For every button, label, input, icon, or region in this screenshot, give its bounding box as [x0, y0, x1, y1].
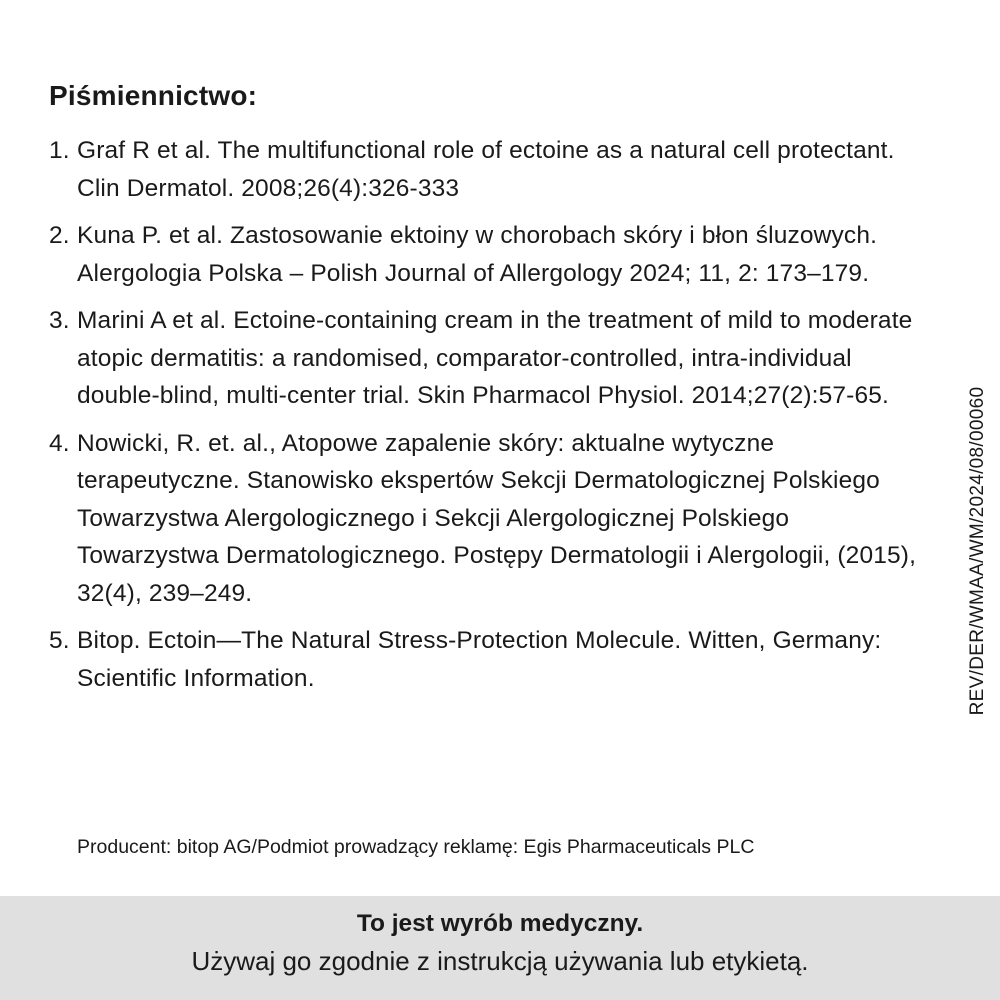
- reference-number: 1.: [49, 137, 70, 164]
- reference-number: 5.: [49, 627, 70, 654]
- reference-text: Nowicki, R. et. al., Atopowe zapalenie skóry: aktualne wytyczne terapeutyczne. Stanowisko ekspertów Sekcji Dermatologicznej Polskiego Towarzystwa Alergologicznego i Sekcji Alergologicznej Polskiego Towarzystwa Dermatologicznego. Postępy Dermatologii i Alergologii, (2015), 32(4), 239–249.: [77, 429, 917, 607]
- reference-number: 4.: [49, 429, 70, 457]
- references-list: [49, 132, 929, 707]
- references-heading: Piśmiennictwo:: [49, 80, 258, 111]
- medical-device-banner: [0, 896, 1000, 1000]
- reference-item: [49, 622, 929, 697]
- banner-title: To jest wyrób medyczny.: [356, 910, 644, 937]
- reference-number: 2.: [49, 222, 70, 249]
- reference-number: 3.: [49, 307, 70, 334]
- banner-text: Używaj go zgodnie z instrukcją używania lub etykietą.: [191, 946, 809, 976]
- reference-text: Graf R et al. The multifunctional role of ectoine as a natural cell protectant. Clin Dermatol. 2008;26(4):326-333: [77, 137, 895, 202]
- reference-item: [49, 217, 929, 292]
- reference-text: Kuna P. et al. Zastosowanie ektoiny w chorobach skóry i błon śluzowych. Alergologia Polska – Polish Journal of Allergology 2024; 11, 2: 173–179.: [77, 222, 878, 287]
- producer-note: Producent: bitop AG/Podmiot prowadzący reklamę: Egis Pharmaceuticals PLC: [77, 836, 755, 858]
- document-code-text: REV/DER/WMAA/WM/2024/08/00060: [967, 386, 988, 716]
- reference-text: Bitop. Ectoin—The Natural Stress-Protection Molecule. Witten, Germany: Scientific Information.: [77, 627, 882, 692]
- reference-item: [49, 425, 929, 613]
- reference-text: Marini A et al. Ectoine-containing cream in the treatment of mild to moderate atopic dermatitis: a randomised, comparator-controlled, intra-individual double-blind, multi-center trial. Skin Pharmacol Physiol. 2014;27(2):57-65.: [77, 307, 913, 409]
- reference-item: [49, 302, 929, 415]
- reference-item: [49, 132, 929, 207]
